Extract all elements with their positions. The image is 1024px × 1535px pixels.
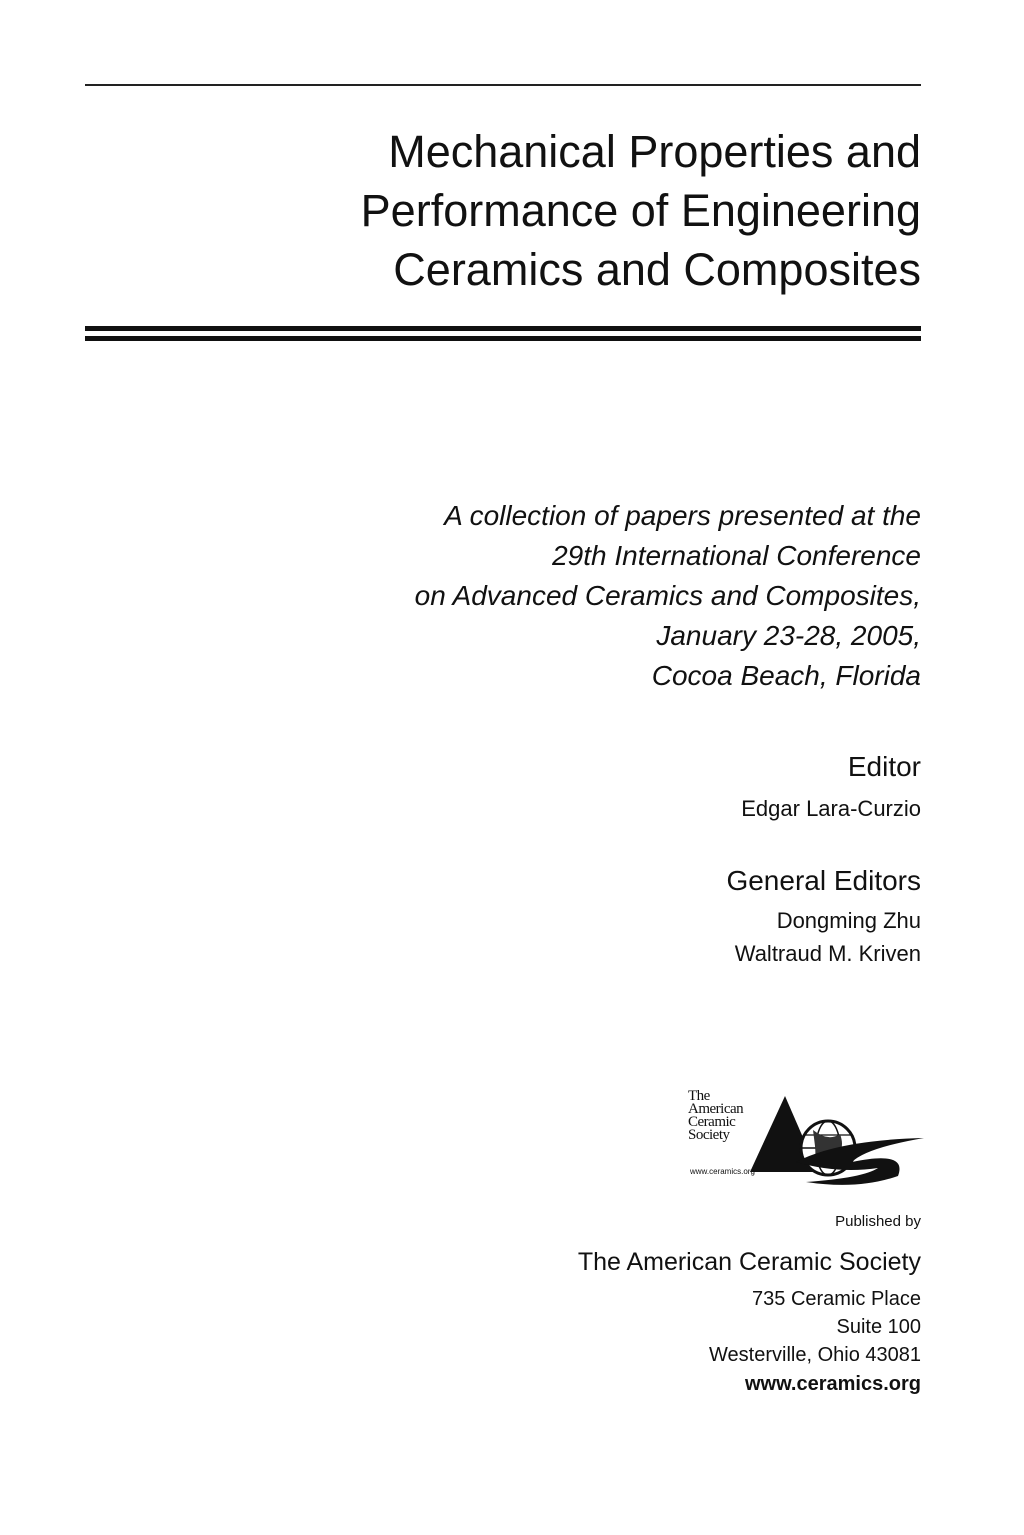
publisher-website: www.ceramics.org (745, 1373, 921, 1395)
book-title (361, 122, 921, 299)
conference-description (415, 496, 921, 696)
acers-logo (688, 1090, 926, 1190)
top-rule (85, 84, 921, 86)
address-line: Westerville, Ohio 43081 (709, 1344, 921, 1366)
editor-name: Edgar Lara-Curzio (741, 796, 921, 821)
published-by-label: Published by (835, 1213, 921, 1230)
publisher-name: The American Ceramic Society (577, 1248, 921, 1276)
address-line: Suite 100 (836, 1316, 921, 1338)
title-line: Performance of Engineering (360, 185, 921, 236)
address-line: 735 Ceramic Place (752, 1288, 921, 1310)
subtitle-line: A collection of papers presented at the (444, 500, 921, 531)
subtitle-line: January 23-28, 2005, (656, 620, 921, 651)
logo-url: www.ceramics.org (690, 1167, 755, 1176)
subtitle-line: 29th International Conference (552, 540, 921, 571)
subtitle-line: on Advanced Ceramics and Composites, (414, 580, 921, 611)
editor-heading: Editor (847, 751, 921, 782)
title-line: Mechanical Properties and (388, 126, 921, 177)
general-editor-name: Waltraud M. Kriven (734, 941, 921, 966)
logo-wordmark: The American Ceramic Society (688, 1088, 744, 1143)
title-line: Ceramics and Composites (393, 244, 921, 295)
general-editor-name: Dongming Zhu (776, 908, 921, 933)
general-editors-heading: General Editors (726, 865, 921, 896)
title-double-rule (85, 326, 921, 342)
subtitle-line: Cocoa Beach, Florida (651, 660, 921, 691)
